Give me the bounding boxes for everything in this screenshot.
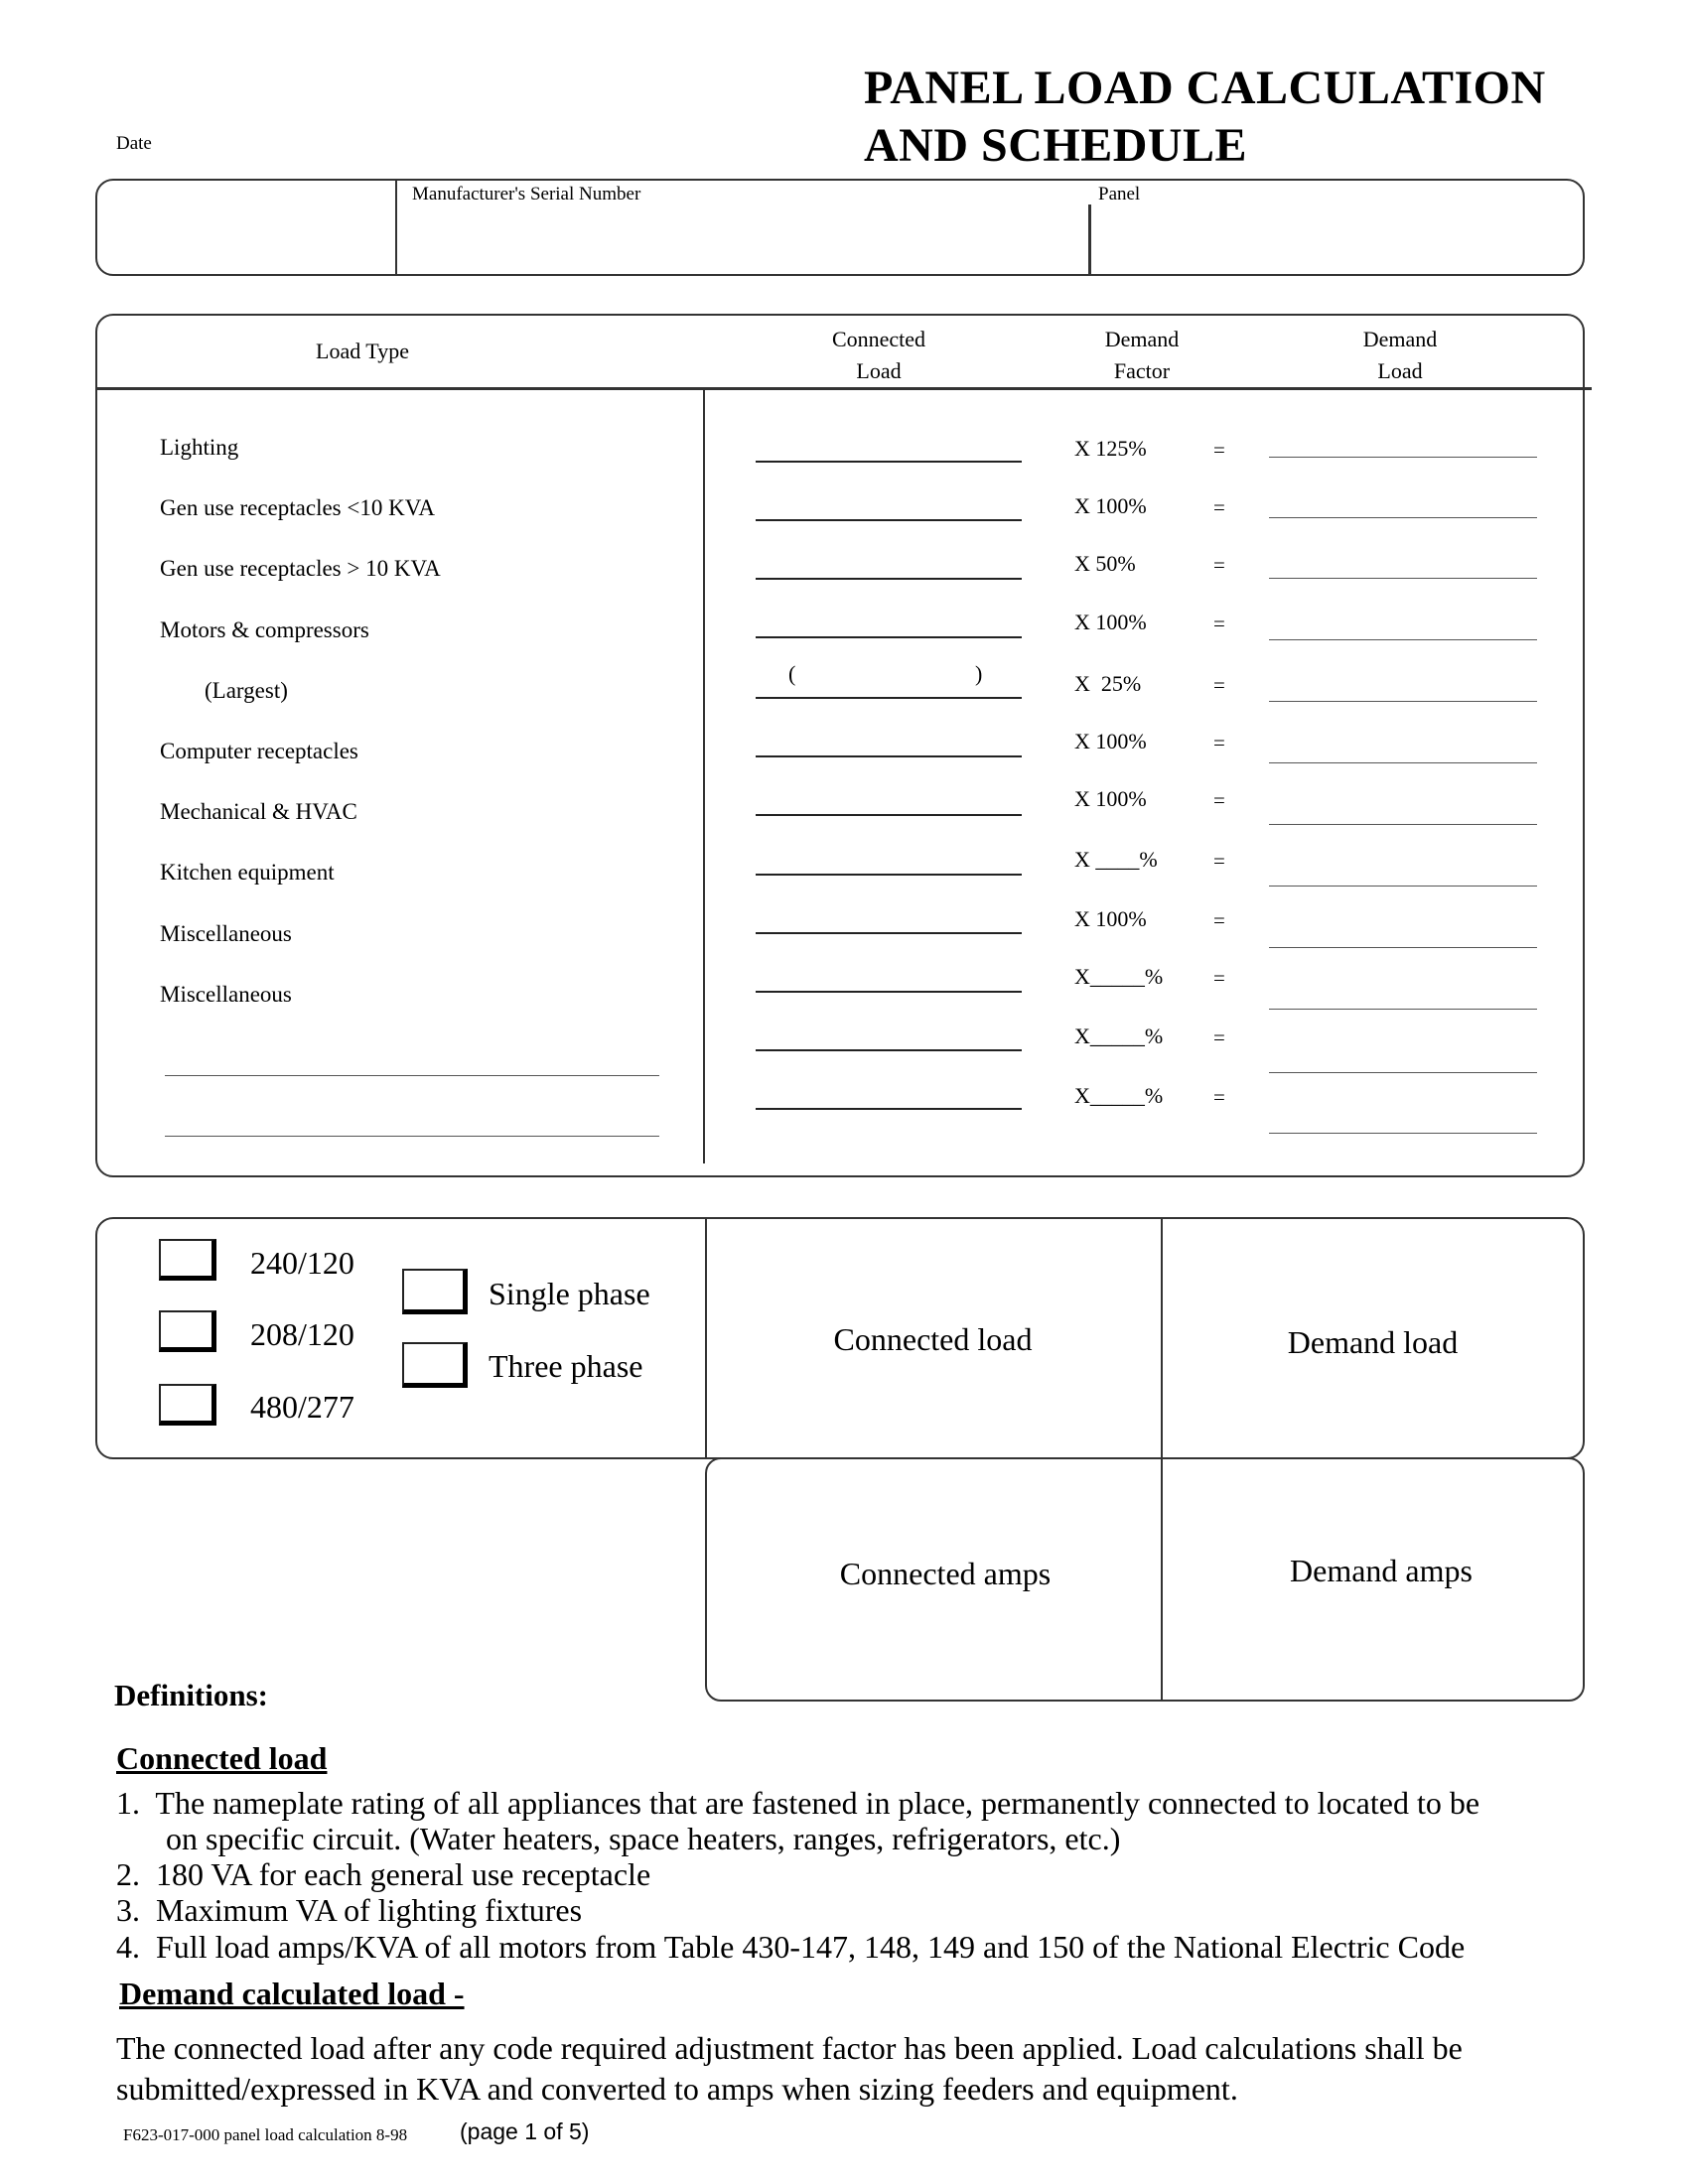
form-id: F623-017-000 panel load calculation 8-98 [123,2125,408,2144]
connected-load-blank[interactable] [756,578,1022,580]
connected-load-blank[interactable] [756,519,1022,521]
connected-load-blank[interactable] [756,991,1022,993]
demand-load-heading: Demand calculated load - [119,1976,465,2011]
voltage-208-120-checkbox[interactable] [159,1310,216,1352]
panel-label: Panel [1098,184,1141,205]
demand-factor: X 50% [1074,551,1136,576]
connected-load-blank[interactable] [756,814,1022,816]
connected-load-blank[interactable] [756,874,1022,876]
demand-load-blank[interactable] [1269,457,1537,458]
connected-load-blank[interactable] [756,636,1022,638]
connected-load-heading: Connected load [116,1740,328,1776]
demand-factor: X 100% [1074,610,1147,634]
demand-factor: X 100% [1074,906,1147,931]
definitions-heading: Definitions: [114,1678,268,1712]
demand-factor: X 100% [1074,786,1147,811]
connected-load-blank[interactable] [756,697,1022,699]
row-label: Gen use receptacles > 10 KVA [160,556,441,581]
demand-factor: X 25% [1074,671,1142,696]
row-label: Kitchen equipment [160,860,335,885]
voltage-480-277-label: 480/277 [250,1389,354,1425]
row-label: Motors & compressors [160,617,369,642]
row-label: Computer receptacles [160,739,358,763]
page-title [864,60,1546,175]
row-label: Mechanical & HVAC [160,799,357,824]
demand-load-blank[interactable] [1269,701,1537,702]
voltage-240-120-label: 240/120 [250,1245,354,1281]
blank-load-type-line[interactable] [165,1075,659,1076]
serial-number-label: Manufacturer's Serial Number [412,184,641,205]
definition-item: on specific circuit. (Water heaters, space heaters, ranges, refrigerators, etc.) [166,1821,1121,1856]
col-demand-factor: Demand Factor [1104,327,1180,383]
demand-load-blank[interactable] [1269,824,1537,825]
demand-factor: X 100% [1074,493,1147,518]
date-field[interactable] [99,183,391,272]
title-line-2: AND SCHEDULE [864,119,1248,172]
demand-load-total: Demand load [1287,1324,1459,1360]
row-label: Gen use receptacles <10 KVA [160,495,435,520]
demand-load-blank[interactable] [1269,517,1537,518]
demand-load-blank[interactable] [1269,1009,1537,1010]
three-phase-checkbox[interactable] [402,1342,468,1388]
col-connected-load: Connected Load [831,327,926,383]
three-phase-label: Three phase [489,1348,643,1384]
demand-factor: X_____% [1074,1083,1164,1108]
connected-load-blank[interactable] [756,932,1022,934]
connected-amps-total: Connected amps [839,1556,1052,1591]
panel-field[interactable] [1092,208,1579,272]
definition-item: 3. Maximum VA of lighting fixtures [116,1892,583,1928]
voltage-240-120-checkbox[interactable] [159,1239,216,1281]
demand-load-blank[interactable] [1269,762,1537,763]
connected-load-blank[interactable] [756,1049,1022,1051]
demand-load-blank[interactable] [1269,1072,1537,1073]
demand-factor: X 100% [1074,729,1147,753]
row-label: Lighting [160,435,239,460]
col-demand-load: Demand Load [1362,327,1438,383]
connected-load-blank[interactable] [756,461,1022,463]
demand-load-blank[interactable] [1269,578,1537,579]
single-phase-checkbox[interactable] [402,1269,468,1314]
voltage-480-277-checkbox[interactable] [159,1384,216,1426]
date-label: Date [116,133,152,154]
demand-load-definition: The connected load after any code required adjustment factor has been applied. Load calculations shall be submitted/expressed in KVA and converted to amps when sizing feeders and equipment. [116,2030,1463,2107]
single-phase-label: Single phase [489,1276,650,1311]
connected-load-blank[interactable] [756,1108,1022,1110]
col-load-type: Load Type [316,339,409,363]
row-label: Miscellaneous [160,982,292,1007]
definition-item: 1. The nameplate rating of all appliances that are fastened in place, permanently connected to located to be [116,1785,1480,1821]
demand-amps-total: Demand amps [1290,1553,1473,1588]
title-line-1: PANEL LOAD CALCULATION [864,62,1546,114]
demand-load-blank[interactable] [1269,639,1537,640]
serial-number-field[interactable] [395,199,1086,272]
page-number: (page 1 of 5) [460,2118,590,2144]
definition-item: 4. Full load amps/KVA of all motors from Table 430-147, 148, 149 and 150 of the National Electric Code [116,1929,1466,1965]
row-label: (Largest) [205,678,288,703]
demand-factor: X 125% [1074,436,1147,461]
row-label: Miscellaneous [160,921,292,946]
demand-factor: X_____% [1074,1024,1164,1048]
demand-load-blank[interactable] [1269,1133,1537,1134]
definition-item: 2. 180 VA for each general use receptacle [116,1856,651,1892]
demand-factor: X ____% [1074,847,1158,872]
demand-factor: X_____% [1074,964,1164,989]
voltage-208-120-label: 208/120 [250,1316,354,1352]
connected-load-blank[interactable] [756,755,1022,757]
connected-load-total: Connected load [833,1321,1033,1357]
demand-load-blank[interactable] [1269,886,1537,887]
blank-load-type-line[interactable] [165,1136,659,1137]
demand-load-blank[interactable] [1269,947,1537,948]
